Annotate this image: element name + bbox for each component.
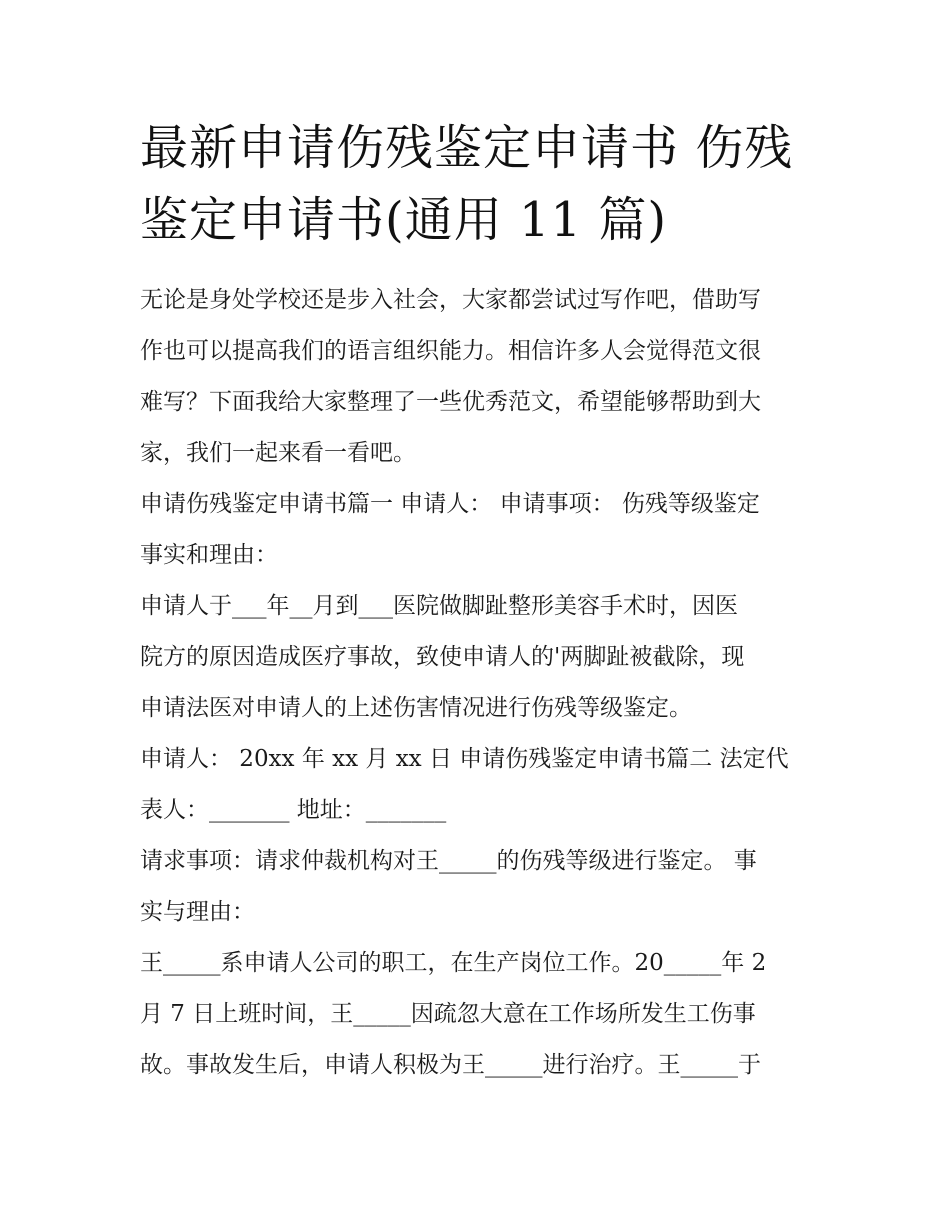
text-line: 申请法医对申请人的上述伤害情况进行伤残等级鉴定。 (140, 695, 692, 721)
text-line: 故。事故发生后，申请人积极为王_____进行治疗。王_____于 (140, 1052, 761, 1078)
text-line: 难写？下面我给大家整理了一些优秀范文，希望能够帮助到大 (140, 389, 761, 415)
text-line: 申请伤残鉴定申请书篇一 申请人： 申请事项： 伤残等级鉴定 (140, 491, 760, 517)
title-line: 鉴定申请书(通用 11 篇) (140, 192, 668, 248)
signature-paragraph (140, 734, 820, 836)
text-line: 实与理由： (140, 899, 255, 925)
text-line: 无论是身处学校还是步入社会，大家都尝试过写作吧，借助写 (140, 287, 761, 313)
text-line: 事实和理由： (140, 542, 278, 568)
text-line: 院方的原因造成医疗事故，致使申请人的'两脚趾被截除，现 (140, 644, 745, 670)
text-line: 月 7 日上班时间，王_____因疏忽大意在工作场所发生工伤事 (140, 1001, 756, 1027)
incident-paragraph (140, 938, 820, 1091)
text-line: 申请人： 20xx 年 xx 月 xx 日 申请伤残鉴定申请书篇二 法定代 (140, 746, 789, 772)
document-body (140, 275, 820, 1091)
section-one-heading-paragraph (140, 479, 820, 581)
text-line: 请求事项：请求仲裁机构对王_____的伤残等级进行鉴定。 事 (140, 848, 757, 874)
text-line: 申请人于___年__月到___医院做脚趾整形美容手术时，因医 (140, 593, 738, 619)
text-line: 家，我们一起来看一看吧。 (140, 440, 416, 466)
text-line: 表人：_______ 地址：_______ (140, 797, 447, 823)
facts-paragraph (140, 581, 820, 734)
text-line: 作也可以提高我们的语言组织能力。相信许多人会觉得范文很 (140, 338, 761, 364)
intro-paragraph (140, 275, 820, 479)
text-line: 王_____系申请人公司的职工，在生产岗位工作。20_____年 2 (140, 950, 767, 976)
document-title (140, 112, 820, 256)
request-paragraph (140, 836, 820, 938)
title-line: 最新申请伤残鉴定申请书 伤残 (140, 120, 794, 176)
